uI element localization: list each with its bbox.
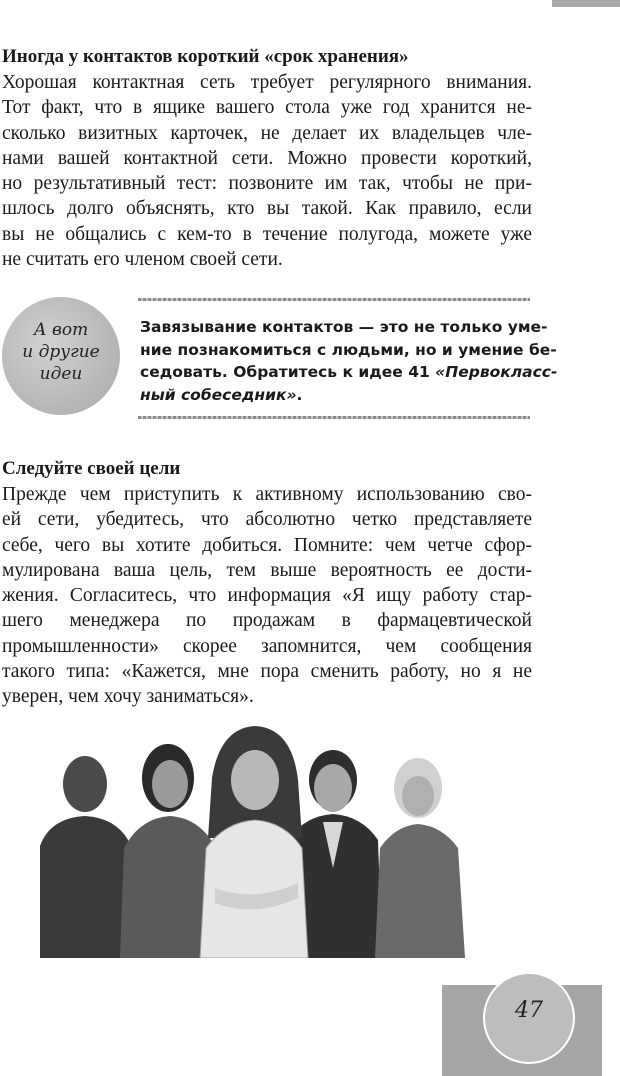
callout-line: Завязывание контактов — это не только уме-: [140, 318, 548, 336]
callout-text-part: седовать. Обратитесь к идее 41: [140, 363, 436, 381]
badge-line: и другие: [22, 342, 100, 362]
callout-line: ние познакомиться с людьми, но и умение бе-: [140, 340, 557, 359]
section-body: [2, 482, 532, 710]
callout-text: [140, 316, 558, 406]
body-line: уверен, чем хочу заниматься».: [2, 686, 254, 708]
section-heading: Следуйте своей цели: [2, 458, 181, 479]
page-number-badge: [483, 972, 575, 1064]
callout-line: [140, 384, 530, 407]
group-photo: [40, 718, 480, 958]
callout-reference: ный собеседник»: [140, 385, 297, 404]
body-line: ей сети, убедитесь, что абсолютно четко представляете: [2, 509, 532, 531]
other-ideas-badge: [2, 297, 120, 415]
body-line: нами вашей контактной сети. Можно провести короткий,: [2, 147, 532, 169]
section-short-shelf-life: [2, 44, 532, 272]
badge-line: А вот: [33, 320, 89, 340]
body-line: сколько визитных карточек, не делает их владельцев чле-: [2, 122, 532, 144]
person-center-woman: [200, 726, 308, 958]
body-line: шлось долго объяснять, кто вы такой. Как правило, если: [2, 198, 532, 220]
body-line: но результативный тест: позвоните им так, чтобы не при-: [2, 173, 532, 195]
body-line: вы не общались с кем-то в течение полугода, можете уже: [2, 223, 532, 245]
person-left: [40, 756, 132, 958]
callout-top-rule: [138, 298, 530, 301]
body-line: не считать его членом своей сети.: [2, 249, 283, 271]
body-line: такого типа: «Кажется, мне пора сменить работу, но я не: [2, 661, 532, 683]
callout-reference: «Первокласс-: [435, 363, 558, 381]
section-heading: Иногда у контактов короткий «срок хранения»: [2, 46, 409, 67]
body-line: мулирована ваша цель, тем выше вероятность ее дости-: [2, 559, 532, 581]
body-line: Хорошая контактная сеть требует регулярного внимания.: [2, 72, 532, 93]
body-line: себе, чего вы хотите добиться. Помните: чем четче сфор-: [2, 534, 532, 556]
body-line: промышленности» скорее запомнится, чем сообщения: [2, 635, 532, 657]
body-line: жения. Согласитесь, что информация «Я ищу работу стар-: [2, 585, 532, 607]
page-number: 47: [515, 998, 543, 1023]
callout-bottom-rule: [138, 416, 530, 419]
callout-text-part: .: [296, 385, 303, 404]
body-line: шего менеджера по продажам в фармацевтической: [2, 610, 532, 632]
person-right: [375, 758, 465, 958]
section-body: [2, 70, 532, 272]
section-follow-your-goal: [2, 456, 532, 710]
callout-line: [140, 361, 558, 384]
body-line: Тот факт, что в ящике вашего стола уже год хранится не-: [2, 97, 532, 119]
body-line: Прежде чем приступить к активному использованию сво-: [2, 484, 532, 505]
top-corner-rule: [552, 0, 620, 7]
badge-line: идеи: [39, 364, 83, 384]
